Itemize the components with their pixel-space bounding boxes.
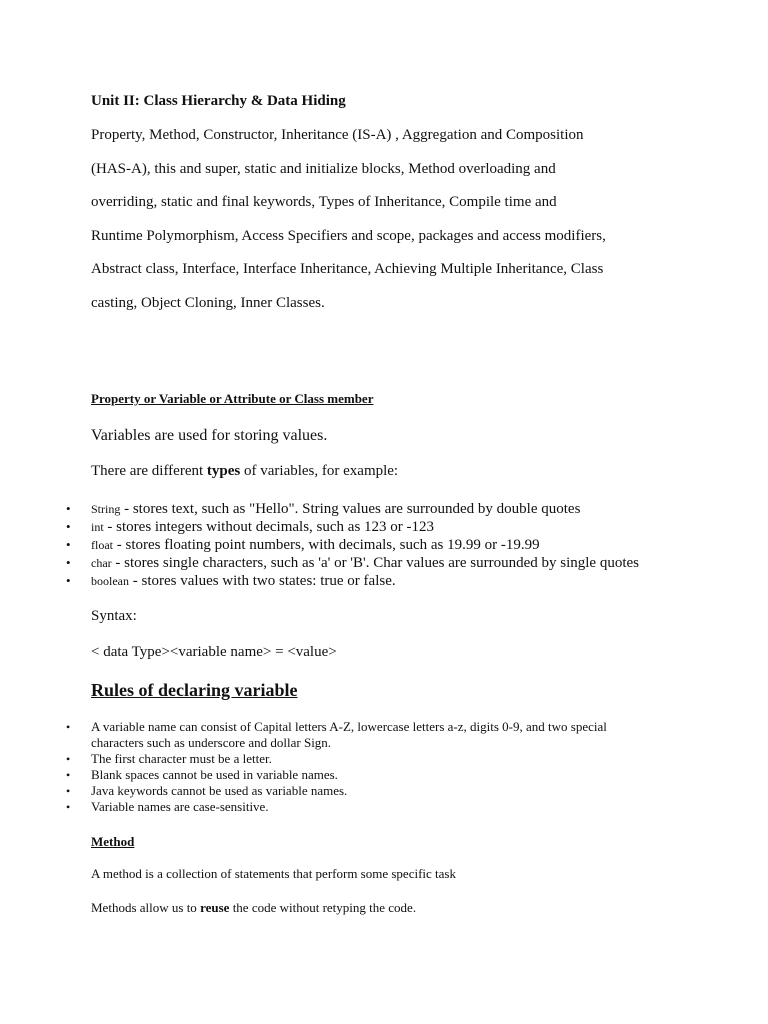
rule-text: Variable names are case-sensitive. [91,799,269,814]
bullet-icon: • [66,519,71,534]
list-item [0,719,651,751]
rule-text: Blank spaces cannot be used in variable names. [91,767,338,782]
list-item [0,554,639,572]
list-item [0,500,639,518]
syntax-template: < data Type><variable name> = <value> [91,644,337,660]
type-keyword: String [91,502,121,516]
topics-line: overriding, static and final keywords, Types of Inheritance, Compile time and [91,194,557,210]
type-description: - stores integers without decimals, such as 123 or -123 [103,519,435,535]
rule-text: Java keywords cannot be used as variable names. [91,783,348,798]
variable-types-list [0,500,639,590]
type-description: - stores floating point numbers, with decimals, such as 19.99 or -19.99 [113,537,540,553]
unit-title: Unit II: Class Hierarchy & Data Hiding [91,93,346,109]
type-keyword: int [91,520,104,534]
topics-line: Runtime Polymorphism, Access Specifiers and scope, packages and access modifiers, [91,228,606,244]
topics-line: Property, Method, Constructor, Inheritance (IS-A) , Aggregation and Composition [91,127,584,143]
bullet-icon: • [66,537,71,552]
bullet-icon: • [66,752,71,766]
list-item [0,536,639,554]
topics-line: (HAS-A), this and super, static and initialize blocks, Method overloading and [91,161,556,177]
bullet-icon: • [66,501,71,516]
types-intro-bold: types [206,463,241,479]
topics-line: Abstract class, Interface, Interface Inheritance, Achieving Multiple Inheritance, Class [91,261,604,277]
rule-text: The first character must be a letter. [91,751,272,766]
bullet-icon: • [66,573,71,588]
bullet-icon: • [66,720,71,734]
type-keyword: char [91,556,112,570]
type-description: - stores text, such as "Hello". String values are surrounded by double quotes [120,501,581,517]
rules-list [0,719,651,815]
list-item [0,572,639,590]
bullet-icon: • [66,800,71,814]
reuse-text: Methods allow us to [91,900,201,915]
method-reuse-text [91,900,416,916]
bullet-icon: • [66,555,71,570]
bullet-icon: • [66,784,71,798]
type-keyword: boolean [91,574,129,588]
type-keyword: float [91,538,113,552]
list-item [0,751,651,767]
variables-intro: Variables are used for storing values. [91,427,328,444]
type-description: - stores values with two states: true or false. [129,573,396,589]
method-heading: Method [91,834,135,849]
types-intro [91,463,398,480]
bullet-icon: • [66,768,71,782]
type-description: - stores single characters, such as 'a' or 'B'. Char values are surrounded by single quotes [111,555,639,571]
method-definition: A method is a collection of statements that perform some specific task [91,866,456,881]
syntax-label: Syntax: [91,608,137,624]
topics-line: casting, Object Cloning, Inner Classes. [91,295,325,311]
property-section-heading: Property or Variable or Attribute or Class member [91,391,374,406]
reuse-text: the code without retyping the code. [229,900,417,915]
types-intro-text: There are different [91,463,207,479]
rules-heading: Rules of declaring variable [91,680,298,700]
rule-text: A variable name can consist of Capital letters A-Z, lowercase letters a-z, digits 0-9, and two special characters such as underscore and dollar Sign. [91,719,607,750]
types-intro-text: of variables, for example: [240,463,399,479]
list-item [0,799,651,815]
list-item [0,767,651,783]
list-item [0,783,651,799]
reuse-bold: reuse [200,900,230,915]
list-item [0,518,639,536]
